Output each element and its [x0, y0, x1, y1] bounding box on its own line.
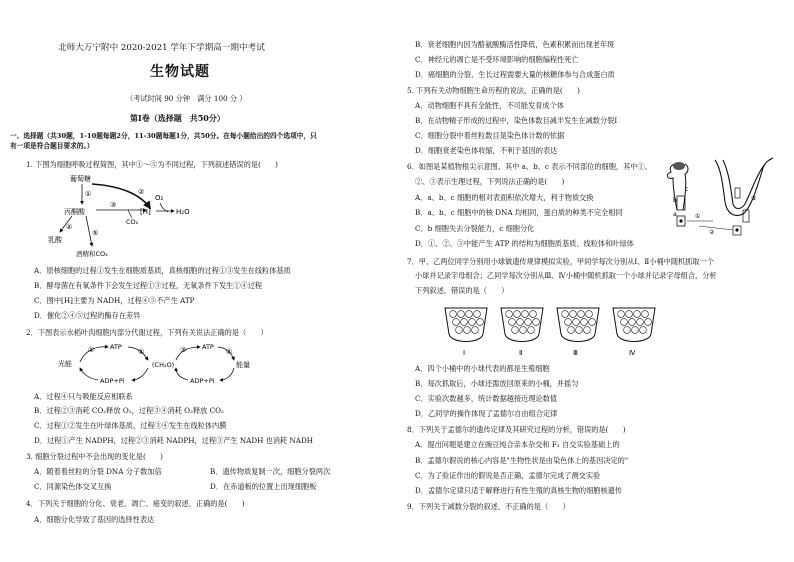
section1-title: 第Ⅰ卷（选择题 共50分）: [130, 113, 225, 123]
q4-stem: 4．下列关于细胞的分化、衰老、凋亡、癌变的叙述，正确的是( ): [26, 499, 245, 508]
q8-option-b: B．孟德尔假说的核心内容是"生物性状是由染色体上的基因决定的": [415, 456, 629, 465]
label-b: b: [673, 197, 677, 204]
q1-option-b: B．酵母菌在有氧条件下会发生过程①③过程，无氧条件下发生①④过程: [34, 281, 263, 290]
q5-option-a: A．动物细胞不具有全能性，不可能发育成个体: [415, 101, 564, 110]
alcohol-co2-label: 酒精和CO₂: [76, 250, 108, 258]
process-1-circle: ①: [88, 346, 95, 354]
process-3-label: ③: [110, 201, 117, 209]
q7-option-a: A．四个小桶中的小球代表的都是生殖细胞: [415, 364, 550, 373]
process-4-label: ④: [66, 223, 73, 231]
label-c: c: [685, 186, 689, 193]
process-5-label: ⑤: [92, 229, 99, 237]
q3-stem: 3. 细胞分裂过程中不会出现的变化是( ): [26, 452, 163, 461]
q6-option-c: C．b 细胞失去分裂能力，c 细胞分化: [415, 224, 535, 233]
bucket-2-label: Ⅱ: [519, 349, 523, 357]
right-column: [397, 0, 794, 562]
process-3-circle: ③: [751, 195, 757, 202]
q4-option-c: C．神经元的凋亡是不受环境影响的细胞编程性死亡: [415, 55, 579, 64]
q6-stem-line2: ②、③表示生理过程，下列说法正确的是( ): [415, 177, 565, 186]
light-energy-label: 光能: [58, 360, 72, 368]
q5-option-d: D．细胞衰老染色体收缩，不利于基因的表达: [415, 146, 558, 155]
q7-stem-line1: 7．甲、乙两位同学分别用小球做遗传规律模拟实验，甲同学每次分别从Ⅰ、Ⅱ小桶中随机抓取一个: [407, 257, 714, 266]
h-label: [H]: [140, 208, 151, 216]
ball-buckets-diagram: [443, 300, 663, 360]
bucket-3-label: Ⅲ: [573, 349, 578, 357]
adp-label-1: ADP+Pi: [100, 377, 125, 385]
root-tip-diagram: [659, 154, 785, 240]
process-1-label: ①: [85, 190, 92, 198]
q3-option-c: C．同源染色体交叉互换: [34, 482, 112, 491]
q1-option-d: D．催化②④⑤过程的酶存在差异: [34, 311, 141, 320]
q2-option-a: A．过程④只与吸能反应相联系: [34, 392, 133, 401]
q7-stem-line3: 下列叙述，错误的是（ ）: [415, 286, 509, 295]
q4-option-b: B．衰老细胞内因为酪氨酸酶活性降低，色素积累而出现老年斑: [415, 40, 615, 49]
q2-stem: 2．下图表示水稻叶肉细胞内部分代谢过程，下列有关说法正确的是（ ）: [26, 328, 268, 337]
q2-option-d: D．过程①产生 NADPH，过程②③消耗 NADPH，过程③产生 NADH 也消耗 NADH: [34, 436, 314, 445]
bucket-4: [613, 308, 655, 357]
bucket-1: [445, 308, 487, 357]
q1-option-c: C．图中[H]主要为 NADH，过程④⑤不产生 ATP: [34, 296, 195, 305]
bucket-4-label: Ⅳ: [629, 349, 636, 357]
q3-option-b: B．遗传物质复制一次，细胞分裂两次: [210, 467, 331, 476]
school-title: 北师大万宁附中 2020-2021 学年下学期高一期中考试: [58, 43, 265, 53]
exam-info: （考试时间 90 分钟 满分 100 分 ）: [126, 94, 247, 103]
q3-option-d: D．在赤道板的位置上出现细胞板: [210, 482, 317, 491]
q6-option-a: A．a、b、c 细胞的相对表面积依次增大，利于物质交换: [415, 193, 594, 202]
energy-label: 能量: [236, 361, 250, 369]
process-2-label: ②: [138, 188, 145, 196]
q2-option-b: B．过程②③消耗 CO₂释放 O₂，过程③④消耗 O₂释放 CO₂: [34, 406, 224, 415]
bucket-1-label: Ⅰ: [463, 349, 466, 357]
q6-option-b: B．a、b、c 细胞中的核 DNA 均相同，蛋白质的种类不完全相同: [415, 208, 623, 217]
respiration-diagram: [40, 172, 230, 258]
process-2-circle: ②: [138, 348, 145, 356]
q4-option-a: A．细胞分化导致了基因的选择性表达: [34, 515, 155, 524]
adp-label-2: ADP+Pi: [190, 377, 215, 385]
label-a: a: [673, 211, 677, 218]
ch2o-label: (CH₂O): [152, 361, 175, 369]
q2-option-c: C．过程①②发生在叶绿体基质，过程③④发生在线粒体内膜: [34, 421, 227, 430]
atp-label-1: ATP: [110, 343, 122, 351]
q5-option-c: C．细胞分裂中着丝粒数目是染色体计数的依据: [415, 131, 565, 140]
lactate-label: 乳酸: [48, 236, 62, 244]
subject-title: 生物试题: [150, 64, 210, 80]
process-3-circle: ③: [180, 346, 187, 354]
q7-stem-line2: 小球并记录字母组合；乙同学每次分别从Ⅲ、Ⅳ小桶中随机抓取一个小球并记录字母组合，分析: [415, 271, 717, 280]
q1-option-a: A．原核细胞的过程①发生在细胞质基质，真核细胞的过程①③发生在线粒体基质: [34, 266, 291, 275]
process-1-circle: ①: [695, 213, 701, 220]
pyruvate-label: 丙酮酸: [64, 208, 85, 216]
q5-option-b: B．在动物精子形成的过程中，染色体数目减半发生在减数分裂Ⅰ: [415, 116, 618, 125]
q8-option-c: C．为了验证作出的假说是否正确，孟德尔完成了测交实验: [415, 471, 601, 480]
o2-label: O₂: [155, 194, 164, 202]
co2-label: CO₂: [126, 218, 139, 226]
process-4-circle: ④: [226, 348, 233, 356]
q7-option-d: D．乙同学的操作体现了孟德尔自由组合定律: [415, 409, 558, 418]
q8-option-a: A．提出问题是建立在豌豆纯合亲本杂交和 F₁ 自交实验基础上的: [415, 440, 620, 449]
section-intro-line1: 一、选择题（共30题，1-10题每题2分，11-30题每题1分，共50分。在每小题给出的四个选项中，只: [10, 132, 317, 140]
q3-option-a: A．随着着丝粒的分裂 DNA 分子数加倍: [34, 467, 162, 476]
q5-stem: 5. 下列有关动物细胞生命历程的说法，正确的是( ): [407, 86, 580, 95]
atp-label-2: ATP: [202, 343, 214, 351]
q8-stem: 8．下列关于孟德尔的遗传定律及其研究过程的分析，错误的是( ): [407, 425, 626, 434]
q6-stem-line1: 6．如图是某植物根尖示意图，其中 a、b、c 表示不同部位的细胞，其中①、: [407, 162, 652, 171]
q9-stem: 9．下列关于减数分裂的叙述，不正确的是（ ）: [407, 502, 570, 511]
bucket-2: [501, 308, 543, 357]
q6-option-d: D．①、②、③中能产生 ATP 的结构为细胞质基质、线粒体和叶绿体: [415, 239, 634, 248]
q4-option-d: D．癌细胞的分裂、生长过程需要大量的核糖体参与合成蛋白质: [415, 70, 615, 79]
q1-stem: 1. 下图为细胞呼吸过程简图，其中①～⑤为不同过程，下列叙述错误的是( ): [26, 160, 278, 169]
q7-option-b: B．每次抓取后，小球还需放回原来的小桶，并摇匀: [415, 379, 579, 388]
q8-option-d: D．孟德尔定律只适于解释进行有性生殖的真核生物的细胞核遗传: [415, 486, 623, 495]
photosynthesis-diagram: [56, 340, 256, 386]
q7-option-c: C．实验次数越多，统计数据越接近理论数值: [415, 394, 558, 403]
process-2-circle: ②: [709, 229, 715, 236]
h2o-label: H₂O: [176, 208, 190, 216]
section-intro-line2: 有一项是符合题目要求的。）: [10, 142, 94, 150]
bucket-3: [557, 308, 599, 357]
glucose-label: 葡萄糖: [70, 175, 91, 183]
